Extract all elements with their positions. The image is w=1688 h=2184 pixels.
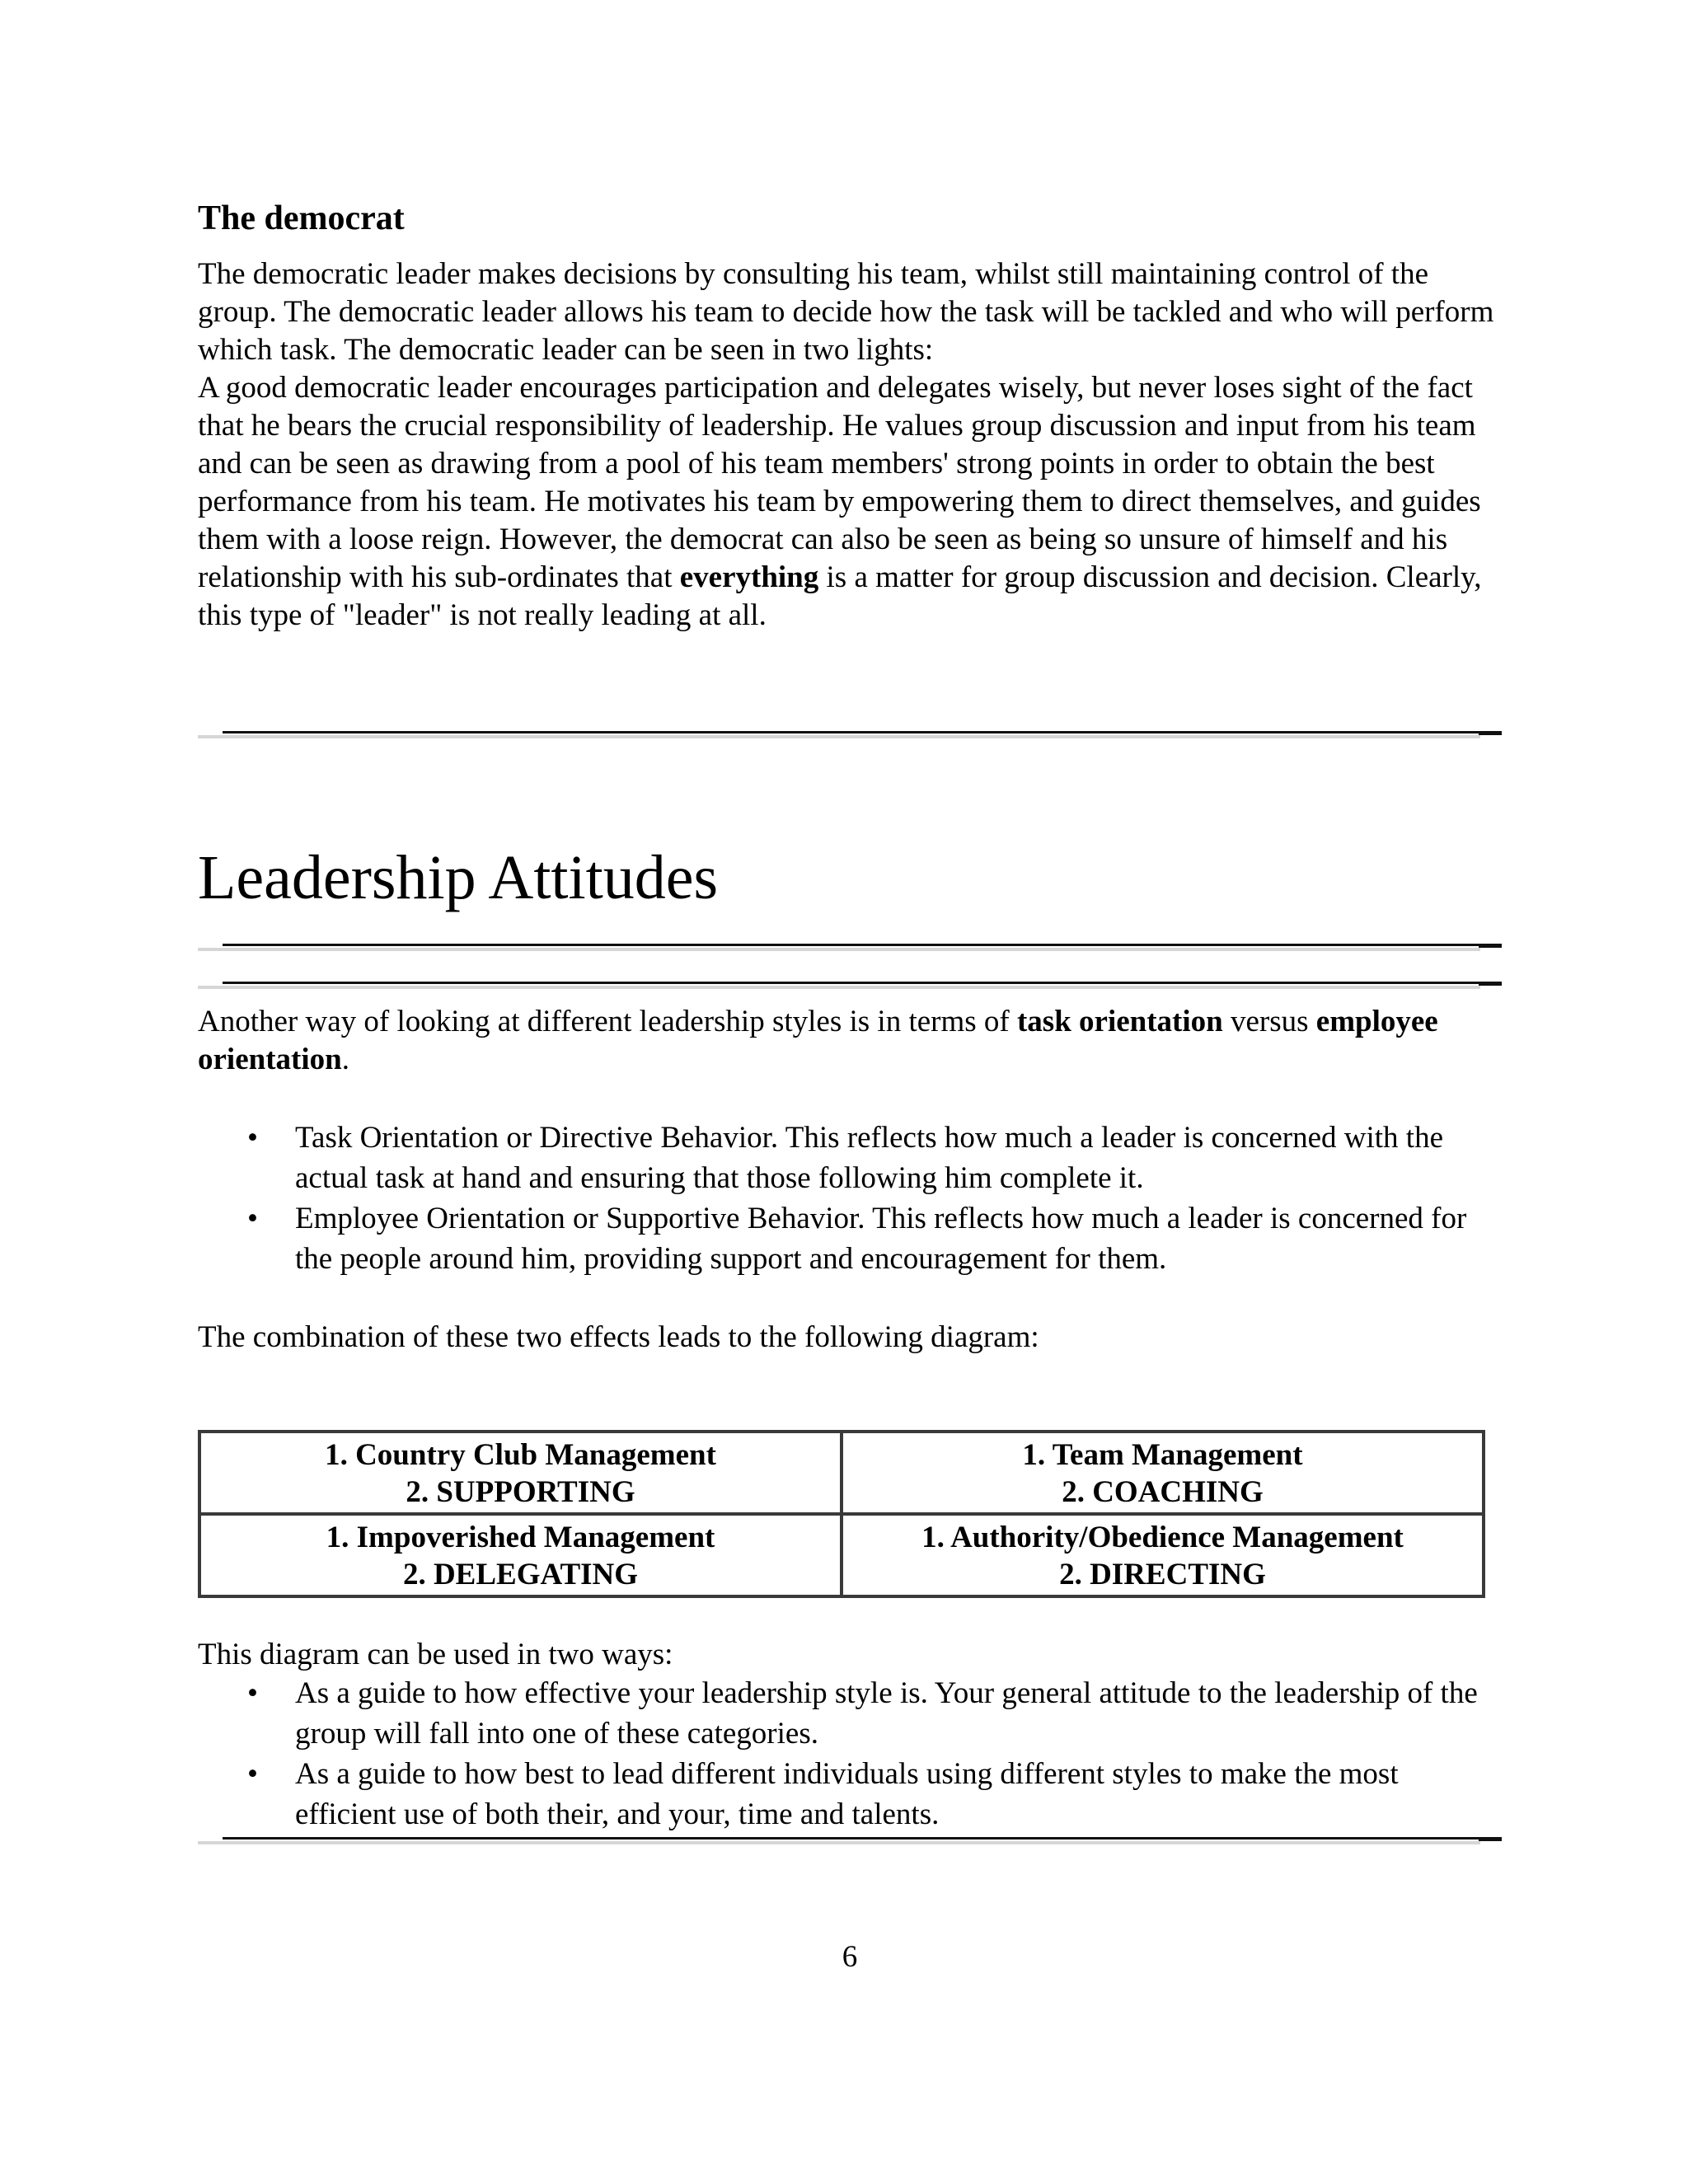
leadership-diagram-table [198,1430,1485,1598]
list-item [198,1673,1496,1754]
table-cell [199,1514,842,1596]
democrat-paragraph-1: The democratic leader makes decisions by consulting his team, whilst still maintaining control of the group. The democratic leader allows his team to decide how the task will be tackled and who will perform which task. The democratic leader can be seen in two lights: [198,257,1494,367]
horizontal-rule [198,1836,1502,1844]
table-row [199,1432,1484,1514]
para2-text-after: is a matter for group discussion and decision. Clearly, this type of "leader" is not really leading at all. [198,560,1482,632]
intro-text-after: . [341,1043,349,1076]
list-item-text: Employee Orientation or Supportive Behavior. This reflects how much a leader is concerned for the people around him, providing support and encouragement for them. [295,1202,1467,1276]
cell-line-1: 1. Country Club Management [325,1438,716,1472]
bullet-icon: • [247,1121,258,1155]
cell-line-1: 1. Impoverished Management [326,1521,715,1554]
intro-bold-employee-orientation: employee orientation [198,1005,1438,1076]
intro-text-mid: versus [1222,1005,1316,1038]
bullet-icon: • [247,1676,258,1710]
list-item [198,1118,1496,1198]
intro-paragraph [198,1003,1496,1079]
list-item-text: As a guide to how best to lead different individuals using different styles to make the most efficient use of both their, and your, time and talents. [295,1757,1399,1831]
list-item-text: Task Orientation or Directive Behavior. This reflects how much a leader is concerned with the actual task at hand and ensuring that those following him complete it. [295,1121,1444,1195]
section-heading: The democrat [198,199,405,237]
bullet-icon: • [247,1757,258,1791]
page-number: 6 [842,1940,858,1974]
ways-list [198,1673,1496,1835]
cell-line-2: 2. COACHING [1062,1475,1264,1509]
orientation-list [198,1118,1496,1279]
para2-bold-word: everything [679,560,819,594]
horizontal-rule [198,943,1502,951]
intro-bold-task-orientation: task orientation [1016,1005,1223,1038]
cell-line-2: 2. DIRECTING [1059,1558,1266,1591]
list-item [198,1754,1496,1835]
cell-line-1: 1. Team Management [1022,1438,1303,1472]
combination-paragraph: The combination of these two effects leads to the following diagram: [198,1320,1039,1354]
cell-line-2: 2. SUPPORTING [406,1475,635,1509]
table-cell [199,1432,842,1514]
horizontal-rule [198,730,1502,738]
democrat-paragraph-2 [198,369,1496,635]
table-cell [842,1432,1484,1514]
list-item-text: As a guide to how effective your leadership style is. Your general attitude to the leadership of the group will fall into one of these categories. [295,1676,1478,1750]
horizontal-rule [198,981,1502,989]
list-item [198,1198,1496,1279]
ways-paragraph: This diagram can be used in two ways: [198,1638,673,1671]
cell-line-2: 2. DELEGATING [402,1558,639,1591]
bullet-icon: • [247,1202,258,1235]
cell-line-1: 1. Authority/Obedience Management [921,1521,1404,1554]
para2-text-before: A good democratic leader encourages participation and delegates wisely, but never loses sight of the fact that he bears the crucial responsibility of leadership. He values group discussion and input from his team and can be seen as drawing from a pool of his team members' strong points in order to obtain the best performance from his team. He motivates his team by empowering them to direct themselves, and guides them with a loose reign. However, the democrat can also be seen as being so unsure of himself and his relationship with his sub-ordinates that [198,371,1481,594]
table-cell [842,1514,1484,1596]
intro-text-before: Another way of looking at different leadership styles is in terms of [198,1005,1017,1038]
table-row [199,1514,1484,1596]
main-heading: Leadership Attitudes [198,843,719,912]
